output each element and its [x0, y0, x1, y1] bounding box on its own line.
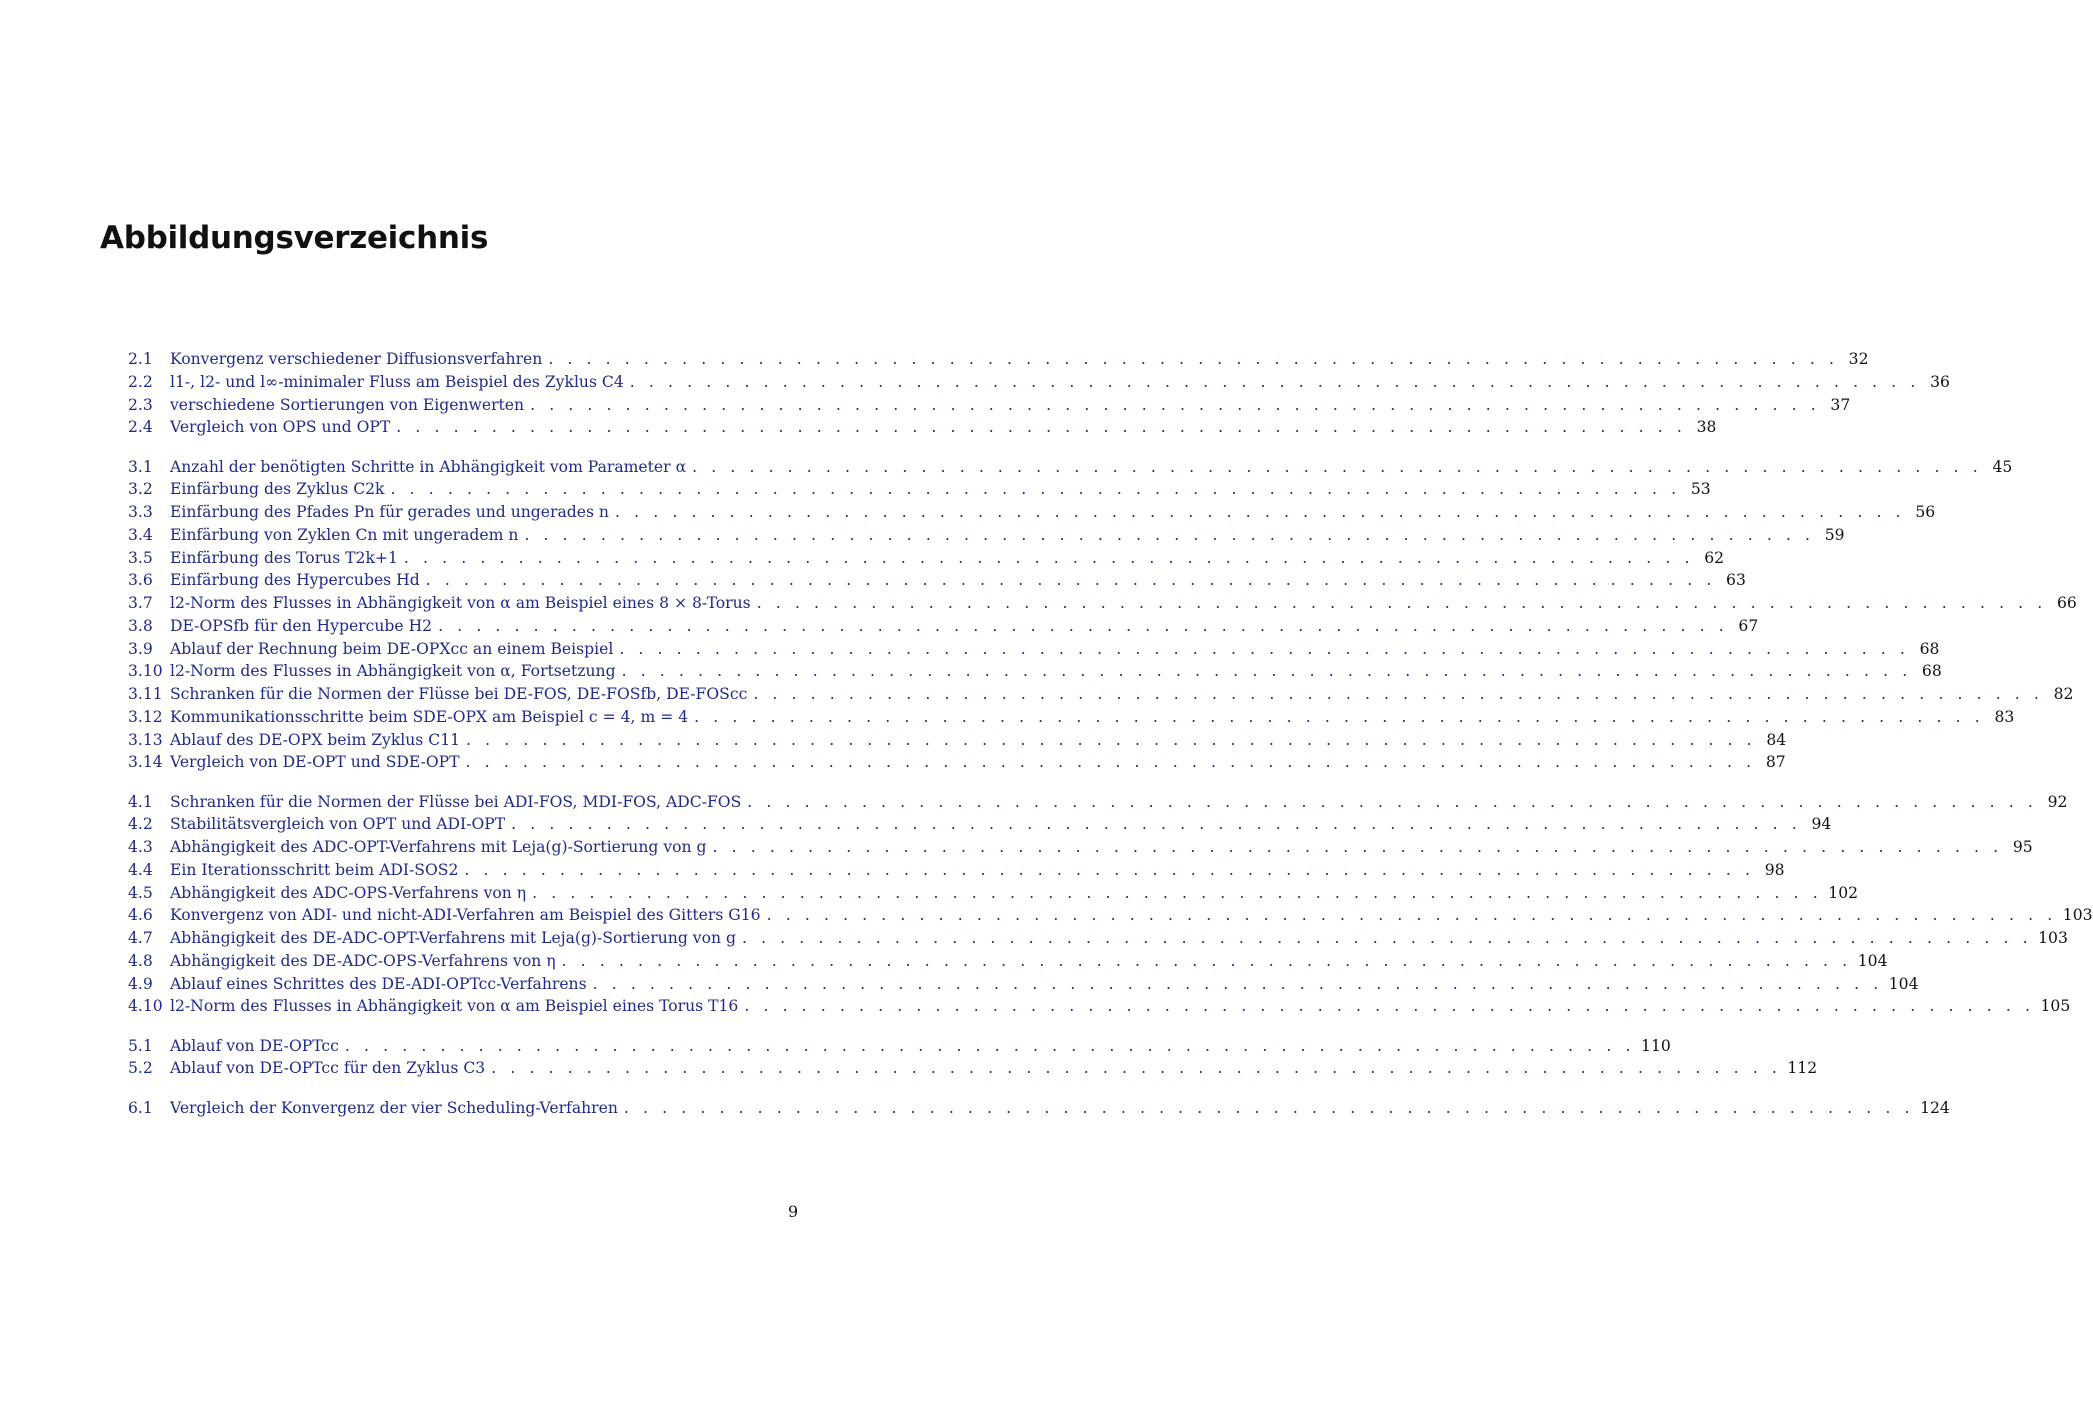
- figure-caption: Konvergenz verschiedener Diffusionsverfahren: [170, 350, 543, 368]
- figure-entry[interactable]: [128, 371, 1950, 394]
- figure-number: 4.10: [128, 997, 163, 1016]
- dot-leader: [747, 683, 2049, 706]
- figure-number: 4.8: [128, 951, 153, 970]
- figure-caption: l1-, l2- und l∞-minimaler Fluss am Beispiel des Zyklus C4: [170, 372, 624, 391]
- figure-caption: Schranken für die Normen der Flüsse bei DE-FOS, DE-FOSfb, DE-FOScc: [170, 685, 748, 703]
- dot-leader: [432, 615, 1734, 638]
- figure-page: 37: [1830, 395, 1851, 414]
- figure-page: 68: [1919, 639, 1940, 658]
- figure-number: 4.4: [128, 860, 153, 879]
- dot-leader: [609, 501, 1911, 524]
- figure-number: 3.13: [128, 730, 163, 749]
- figure-caption: Stabilitätsvergleich von OPT und ADI-OPT: [170, 815, 506, 834]
- figure-caption: Abhängigkeit des ADC-OPS-Verfahrens von η: [170, 883, 527, 902]
- dot-leader: [524, 394, 1826, 417]
- dot-leader: [390, 416, 1692, 439]
- figure-number: 3.3: [128, 503, 153, 521]
- dot-leader: [542, 348, 1844, 371]
- figure-page: 105: [2040, 997, 2071, 1016]
- figure-caption: Ablauf von DE-OPTcc für den Zyklus C3: [170, 1059, 486, 1078]
- figure-caption: Einfärbung des Zyklus C2k: [170, 480, 385, 499]
- figure-page: 59: [1824, 525, 1845, 544]
- figure-caption: Schranken für die Normen der Flüsse bei ADI-FOS, MDI-FOS, ADC-FOS: [170, 792, 742, 811]
- dot-leader: [460, 729, 1762, 752]
- figure-group: [128, 1035, 1818, 1081]
- figure-entry[interactable]: [128, 1057, 1818, 1080]
- figure-page: 45: [1992, 457, 2013, 476]
- dot-leader: [618, 1097, 1920, 1120]
- figure-entry[interactable]: [128, 456, 2013, 479]
- figure-entry[interactable]: [128, 904, 2093, 927]
- figure-caption: Ablauf der Rechnung beim DE-OPXcc an einem Beispiel: [170, 639, 614, 658]
- figure-caption: Vergleich von DE-OPT und SDE-OPT: [170, 753, 460, 772]
- dot-leader: [741, 791, 2043, 814]
- figure-caption: Ablauf eines Schrittes des DE-ADI-OPTcc-Verfahrens: [170, 974, 587, 993]
- figure-entry[interactable]: [128, 751, 1786, 774]
- figure-entry[interactable]: [128, 478, 1711, 501]
- figure-entry[interactable]: [128, 615, 1759, 638]
- figure-page: 104: [1888, 974, 1919, 993]
- dot-leader: [458, 859, 1760, 882]
- figure-caption: Abhängigkeit des DE-ADC-OPT-Verfahrens mit Leja(g)-Sortierung von g: [170, 929, 736, 947]
- figure-entry[interactable]: [128, 1097, 1950, 1120]
- figure-number: 3.11: [128, 685, 163, 703]
- figure-number: 3.9: [128, 639, 153, 658]
- dot-leader: [460, 751, 1762, 774]
- figure-page: 94: [1811, 815, 1832, 834]
- figure-page: 87: [1765, 753, 1786, 772]
- figure-page: 66: [2057, 594, 2077, 612]
- dot-leader: [707, 836, 2009, 859]
- figure-entry[interactable]: [128, 501, 1936, 524]
- figure-page: 110: [1641, 1036, 1671, 1055]
- figure-caption: verschiedene Sortierungen von Eigenwerten: [170, 395, 525, 414]
- figure-entry[interactable]: [128, 1035, 1671, 1058]
- figure-page: 98: [1764, 860, 1785, 879]
- figure-page: 62: [1704, 548, 1725, 567]
- figure-page: 63: [1726, 571, 1746, 590]
- figure-number: 3.2: [128, 480, 153, 499]
- figure-caption: Einfärbung des Pfades Pn für gerades und ungerades n: [170, 503, 609, 521]
- figure-number: 5.1: [128, 1036, 153, 1055]
- dot-leader: [616, 660, 1918, 683]
- dot-leader: [738, 995, 2040, 1018]
- figure-entry[interactable]: [128, 592, 2077, 615]
- figure-number: 3.10: [128, 662, 163, 681]
- figure-entry[interactable]: [128, 547, 1725, 570]
- dot-leader: [385, 478, 1687, 501]
- figure-caption: l2-Norm des Flusses in Abhängigkeit von α, Fortsetzung: [170, 662, 616, 681]
- figure-number: 4.9: [128, 974, 153, 993]
- figure-number: 3.4: [128, 525, 153, 544]
- figure-entry[interactable]: [128, 882, 1859, 905]
- figure-page: 36: [1930, 372, 1950, 391]
- figure-caption: Vergleich der Konvergenz der vier Scheduling-Verfahren: [170, 1098, 618, 1117]
- figure-caption: Vergleich von OPS und OPT: [170, 418, 391, 437]
- figure-page: 56: [1915, 503, 1936, 521]
- figure-page: 124: [1920, 1098, 1950, 1117]
- page-title: Abbildungsverzeichnis: [100, 220, 489, 256]
- figure-entry[interactable]: [128, 813, 1832, 836]
- figure-page: 68: [1921, 662, 1942, 681]
- dot-leader: [526, 882, 1828, 905]
- figure-number: 3.12: [128, 707, 163, 726]
- figure-entry[interactable]: [128, 394, 1851, 417]
- figure-page: 95: [2012, 838, 2033, 856]
- figure-entry[interactable]: [128, 973, 1919, 996]
- figure-caption: DE-OPSfb für den Hypercube H2: [170, 616, 433, 635]
- figure-page: 103: [2062, 906, 2093, 925]
- figure-group: [128, 1097, 1950, 1120]
- figure-number: 5.2: [128, 1059, 153, 1078]
- dot-leader: [751, 592, 2053, 615]
- figure-caption: Einfärbung des Torus T2k+1: [170, 548, 398, 567]
- figure-number: 3.5: [128, 548, 153, 567]
- figure-number: 4.3: [128, 838, 153, 856]
- dot-leader: [688, 706, 1990, 729]
- figure-page: 103: [2038, 929, 2068, 947]
- figure-page: 67: [1738, 616, 1759, 635]
- figure-entry[interactable]: [128, 683, 2074, 706]
- figure-group: [128, 791, 2093, 1019]
- figure-caption: Einfärbung des Hypercubes Hd: [170, 571, 420, 590]
- figure-number: 3.14: [128, 753, 163, 772]
- figure-number: 3.6: [128, 571, 153, 590]
- dot-leader: [587, 973, 1889, 996]
- figure-number: 3.8: [128, 616, 153, 635]
- figure-caption: l2-Norm des Flusses in Abhängigkeit von α am Beispiel eines 8 × 8-Torus: [170, 594, 751, 612]
- figure-number: 4.5: [128, 883, 153, 902]
- figure-caption: Konvergenz von ADI- und nicht-ADI-Verfahren am Beispiel des Gitters G16: [170, 906, 761, 925]
- figure-number: 2.2: [128, 372, 153, 391]
- figure-number: 4.1: [128, 792, 153, 811]
- figure-caption: l2-Norm des Flusses in Abhängigkeit von α am Beispiel eines Torus T16: [170, 997, 739, 1016]
- dot-leader: [686, 456, 1988, 479]
- figure-number: 4.2: [128, 815, 153, 834]
- figure-entry[interactable]: [128, 569, 1746, 592]
- list-of-figures: [128, 348, 2093, 1136]
- figure-entry[interactable]: [128, 729, 1787, 752]
- figure-entry[interactable]: [128, 859, 1785, 882]
- figure-number: 6.1: [128, 1098, 153, 1117]
- figure-page: 32: [1848, 350, 1869, 368]
- dot-leader: [736, 927, 2038, 950]
- figure-page: 104: [1857, 951, 1888, 970]
- figure-entry[interactable]: [128, 927, 2068, 950]
- dot-leader: [398, 547, 1700, 570]
- figure-number: 2.1: [128, 350, 153, 368]
- dot-leader: [624, 371, 1926, 394]
- figure-entry[interactable]: [128, 791, 2068, 814]
- dot-leader: [518, 524, 1820, 547]
- figure-page: 84: [1766, 730, 1787, 749]
- figure-entry[interactable]: [128, 706, 2015, 729]
- figure-page: 53: [1690, 480, 1711, 499]
- figure-group: [128, 456, 2077, 775]
- figure-page: 102: [1828, 883, 1859, 902]
- figure-caption: Abhängigkeit des ADC-OPT-Verfahrens mit Leja(g)-Sortierung von g: [170, 838, 707, 856]
- dot-leader: [339, 1035, 1641, 1058]
- figure-entry[interactable]: [128, 348, 1869, 371]
- figure-number: 4.7: [128, 929, 153, 947]
- figure-page: 92: [2047, 792, 2068, 811]
- figure-caption: Kommunikationsschritte beim SDE-OPX am Beispiel c = 4, m = 4: [170, 707, 689, 726]
- dot-leader: [420, 569, 1722, 592]
- dot-leader: [505, 813, 1807, 836]
- figure-entry[interactable]: [128, 638, 1940, 661]
- figure-number: 4.6: [128, 906, 153, 925]
- figure-entry[interactable]: [128, 995, 2071, 1018]
- figure-caption: Einfärbung von Zyklen Cn mit ungeradem n: [170, 525, 519, 544]
- figure-page: 83: [1994, 707, 2015, 726]
- figure-caption: Anzahl der benötigten Schritte in Abhängigkeit vom Parameter α: [170, 457, 687, 476]
- figure-entry[interactable]: [128, 416, 1717, 439]
- dot-leader: [613, 638, 1915, 661]
- figure-page: 82: [2053, 685, 2074, 703]
- page-number: 9: [788, 1202, 799, 1221]
- figure-caption: Ablauf des DE-OPX beim Zyklus C11: [170, 730, 461, 749]
- figure-number: 3.7: [128, 594, 153, 612]
- figure-number: 3.1: [128, 457, 153, 476]
- dot-leader: [761, 904, 2063, 927]
- figure-caption: Abhängigkeit des DE-ADC-OPS-Verfahrens von η: [170, 951, 556, 970]
- figure-page: 38: [1696, 418, 1717, 437]
- figure-entry[interactable]: [128, 950, 1888, 973]
- figure-entry[interactable]: [128, 836, 2033, 859]
- figure-caption: Ein Iterationsschritt beim ADI-SOS2: [170, 860, 459, 879]
- figure-group: [128, 348, 1950, 439]
- figure-number: 2.4: [128, 418, 153, 437]
- figure-number: 2.3: [128, 395, 153, 414]
- figure-page: 112: [1787, 1059, 1818, 1078]
- dot-leader: [485, 1057, 1787, 1080]
- dot-leader: [556, 950, 1858, 973]
- figure-entry[interactable]: [128, 660, 1942, 683]
- figure-entry[interactable]: [128, 524, 1845, 547]
- figure-caption: Ablauf von DE-OPTcc: [170, 1036, 339, 1055]
